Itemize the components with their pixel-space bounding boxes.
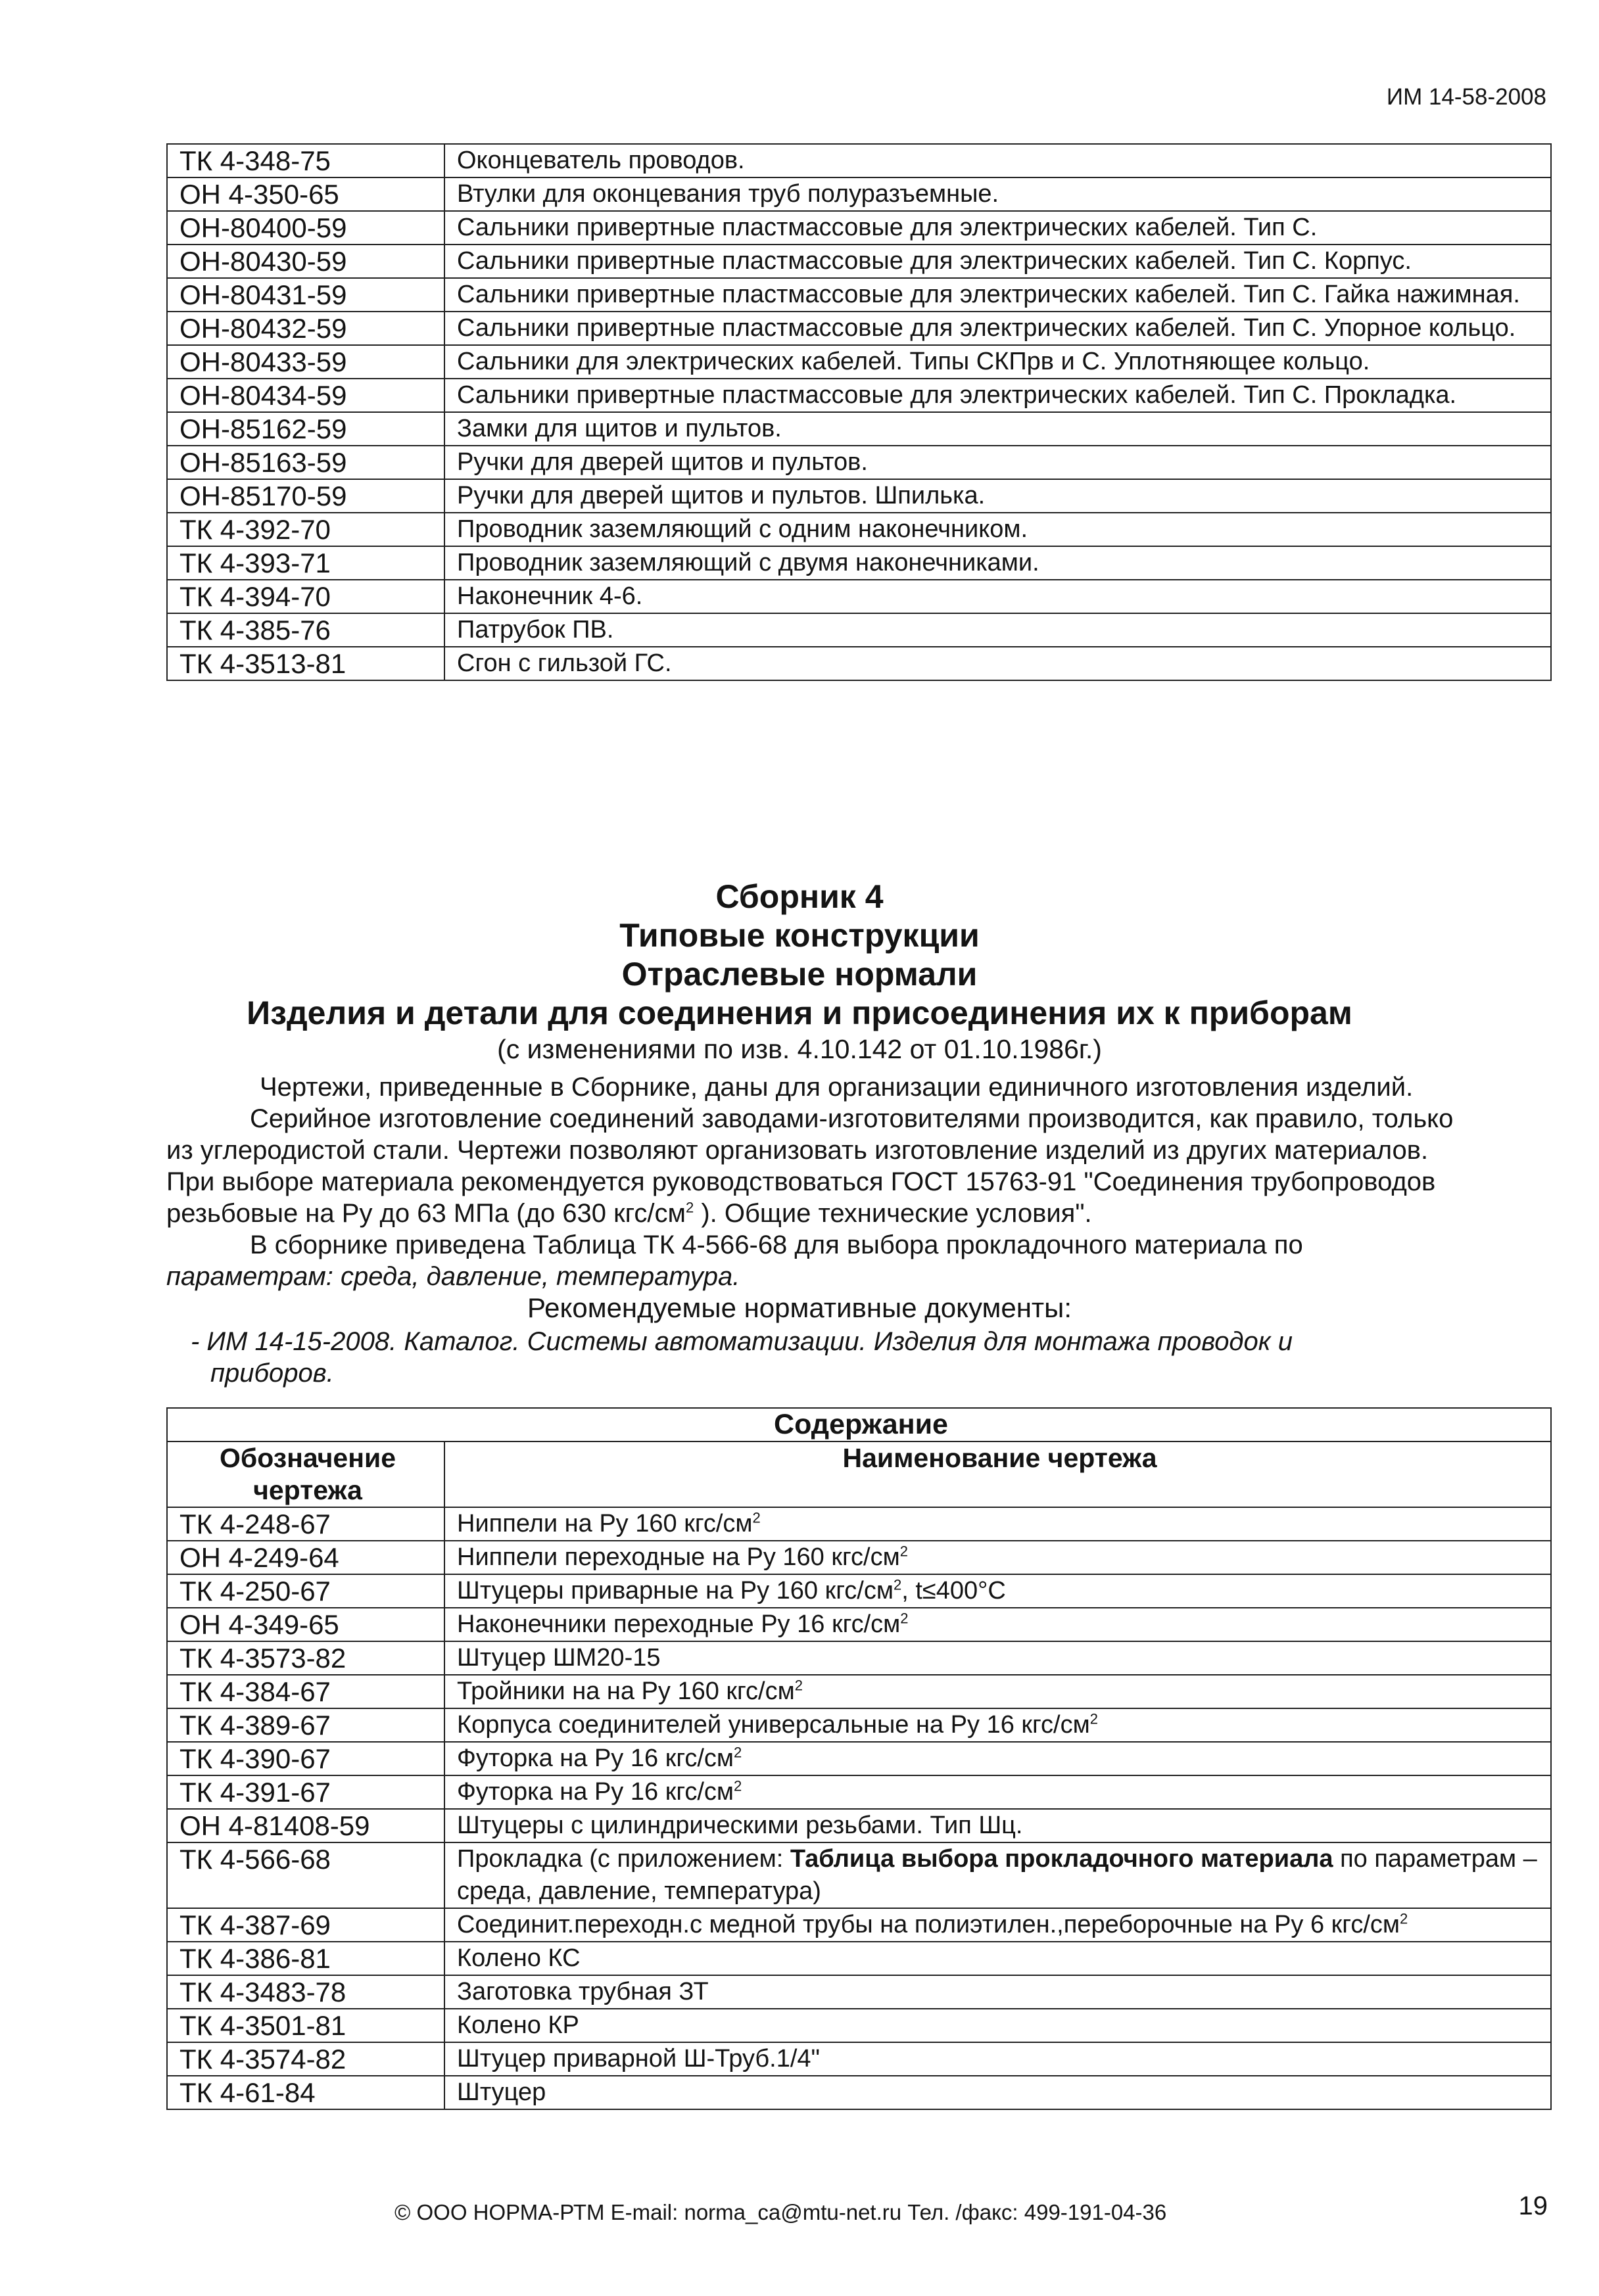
paragraph-serial-line4: [166, 1198, 1092, 1229]
table-row: [167, 1775, 1551, 1809]
drawing-name: Сальники привертные пластмассовые для электрических кабелей. Тип С. Упорное кольцо.: [444, 312, 1551, 345]
table-row: [167, 1908, 1551, 1942]
table-row: [167, 278, 1551, 312]
drawing-code: ОН-80400-59: [167, 211, 444, 245]
drawing-name-suffix: , t≤400°С: [901, 1577, 1006, 1605]
drawing-name-text: Заготовка трубная ЗТ: [457, 1978, 709, 2005]
drawing-name-text: Футорка на Ру 16 кгс/см: [457, 1745, 734, 1772]
section-title-type: Типовые конструкции: [619, 917, 980, 954]
drawing-name: [444, 1574, 1551, 1608]
drawing-code: ОН 4-349-65: [167, 1608, 444, 1641]
column-header-name: Наименование чертежа: [444, 1441, 1551, 1507]
drawing-code: ТК 4-3501-81: [167, 2009, 444, 2042]
table-row: [167, 1975, 1551, 2009]
paragraph-gasket-line2: параметрам: среда, давление, температура.: [166, 1262, 740, 1291]
table-row: [167, 446, 1551, 479]
contents-table: [166, 1407, 1552, 2110]
drawing-name: Ручки для дверей щитов и пультов.: [444, 446, 1551, 479]
superscript: 2: [734, 1744, 742, 1761]
drawing-name: [444, 1541, 1551, 1574]
drawing-name-text: Наконечники переходные Ру 16 кгс/см: [457, 1610, 901, 1638]
table-row: [167, 1608, 1551, 1641]
drawing-name: Сальники привертные пластмассовые для электрических кабелей. Тип С. Прокладка.: [444, 379, 1551, 412]
drawing-name-text: Футорка на Ру 16 кгс/см: [457, 1778, 734, 1806]
drawing-name-text: Соединит.переходн.с медной трубы на полиэтилен.,переборочные на Ру 6 кгс/см: [457, 1911, 1400, 1938]
drawing-code: ОН-85162-59: [167, 412, 444, 446]
drawing-code: ОН-80434-59: [167, 379, 444, 412]
drawing-name-suffix: по параметрам – среда, давление, температура): [457, 1845, 1537, 1905]
table-row: [167, 1507, 1551, 1541]
drawing-name: Сальники для электрических кабелей. Типы СКПрв и С. Уплотняющее кольцо.: [444, 345, 1551, 379]
drawing-code: ТК 4-250-67: [167, 1574, 444, 1608]
paragraph-serial-line2: из углеродистой стали. Чертежи позволяют организовать изготовление изделий из других материалов.: [166, 1136, 1429, 1165]
paragraph-serial-line4-text: резьбовые на Ру до 63 МПа (до 630 кгс/см: [166, 1199, 686, 1228]
drawing-name: Проводник заземляющий с двумя наконечниками.: [444, 546, 1551, 580]
drawing-code: ТК 4-386-81: [167, 1942, 444, 1975]
drawing-code: ОН-85163-59: [167, 446, 444, 479]
table-row: [167, 580, 1551, 613]
table-row: [167, 1675, 1551, 1708]
footer-contacts: © ООО НОРМА-РТМ E-mail: norma_ca@mtu-net.ru Тел. /факс: 499-191-04-36: [394, 2200, 1167, 2224]
drawing-name: [444, 1708, 1551, 1742]
drawing-name: Ручки для дверей щитов и пультов. Шпилька.: [444, 479, 1551, 513]
table-row: [167, 177, 1551, 211]
drawing-name: Патрубок ПВ.: [444, 613, 1551, 647]
table-row: [167, 1842, 1551, 1908]
drawing-name-text: Тройники на на Ру 160 кгс/см: [457, 1677, 795, 1705]
section-heading: [0, 878, 1599, 1066]
drawing-code: ОН-80433-59: [167, 345, 444, 379]
superscript: 2: [899, 1543, 908, 1560]
superscript: 2: [752, 1509, 761, 1526]
paragraph-serial-line1: Серийное изготовление соединений заводами-изготовителями производится, как правило, только: [250, 1104, 1454, 1133]
drawing-name: Проводник заземляющий с одним наконечником.: [444, 513, 1551, 546]
section-title-subject: Изделия и детали для соединения и присоединения их к приборам: [247, 995, 1352, 1031]
drawing-name: [444, 1975, 1551, 2009]
table-row: [167, 412, 1551, 446]
drawing-name: [444, 2042, 1551, 2076]
table-row: [167, 2009, 1551, 2042]
drawing-code: ТК 4-392-70: [167, 513, 444, 546]
table-row: [167, 345, 1551, 379]
drawing-code: ТК 4-348-75: [167, 144, 444, 177]
paragraph-serial-line4-end: ). Общие технические условия".: [694, 1199, 1092, 1228]
drawing-code: ТК 4-394-70: [167, 580, 444, 613]
superscript: 2: [734, 1777, 742, 1794]
drawing-code: ОН-80431-59: [167, 278, 444, 312]
drawing-name: [444, 2009, 1551, 2042]
paragraph-serial-line3: При выборе материала рекомендуется руководствоваться ГОСТ 15763-91 "Соединения трубопроводов: [166, 1167, 1436, 1196]
recommended-docs-heading: Рекомендуемые нормативные документы:: [527, 1292, 1072, 1323]
drawing-name: Оконцеватель проводов.: [444, 144, 1551, 177]
drawing-code: ОН 4-81408-59: [167, 1809, 444, 1842]
table-row: [167, 1942, 1551, 1975]
drawing-name: [444, 1641, 1551, 1675]
table-row: [167, 1742, 1551, 1775]
drawing-code: ТК 4-61-84: [167, 2076, 444, 2109]
drawing-name: [444, 1809, 1551, 1842]
drawing-name: [444, 2076, 1551, 2109]
drawing-name-text: Прокладка (с приложением:: [457, 1845, 790, 1873]
drawing-name-text: Ниппели переходные на Ру 160 кгс/см: [457, 1543, 900, 1571]
table-row: [167, 1641, 1551, 1675]
drawing-name: Замки для щитов и пультов.: [444, 412, 1551, 446]
drawing-name-text: Штуцер: [457, 2078, 546, 2106]
table-row: [167, 1708, 1551, 1742]
gasket-table-title: Таблица выбора прокладочного материала: [790, 1845, 1333, 1873]
page-number: 19: [1518, 2191, 1548, 2220]
drawing-code: ТК 4-248-67: [167, 1507, 444, 1541]
drawing-code: ТК 4-384-67: [167, 1675, 444, 1708]
table-row: [167, 647, 1551, 680]
table-row: [167, 245, 1551, 278]
superscript: 2: [794, 1677, 803, 1694]
drawing-name: Сальники привертные пластмассовые для электрических кабелей. Тип С. Гайка нажимная.: [444, 278, 1551, 312]
drawing-name: Наконечник 4-6.: [444, 580, 1551, 613]
drawing-name-text: Штуцеры приварные на Ру 160 кгс/см: [457, 1577, 894, 1605]
drawing-name-text: Штуцеры с цилиндрическими резьбами. Тип Шц.: [457, 1812, 1023, 1839]
drawing-name: [444, 1775, 1551, 1809]
drawing-name: [444, 1507, 1551, 1541]
drawing-code: ТК 4-3483-78: [167, 1975, 444, 2009]
drawing-name-text: Штуцер ШМ20-15: [457, 1644, 661, 1672]
drawing-name: [444, 1942, 1551, 1975]
table-row: [167, 379, 1551, 412]
drawing-code: ТК 4-393-71: [167, 546, 444, 580]
drawing-code: ТК 4-3574-82: [167, 2042, 444, 2076]
paragraph-gasket-line1: В сборнике приведена Таблица ТК 4-566-68 для выбора прокладочного материала по: [250, 1230, 1303, 1259]
table-row: [167, 1574, 1551, 1608]
table-row: [167, 2076, 1551, 2109]
drawing-name: [444, 1742, 1551, 1775]
drawing-code: ТК 4-391-67: [167, 1775, 444, 1809]
drawing-name-text: Колено КР: [457, 2011, 579, 2039]
superscript: 2: [893, 1576, 902, 1593]
superscript: 2: [685, 1199, 694, 1216]
drawing-code: ОН-85170-59: [167, 479, 444, 513]
drawing-name: [444, 1675, 1551, 1708]
drawing-code: ТК 4-390-67: [167, 1742, 444, 1775]
drawing-name: [444, 1608, 1551, 1641]
section-title-collection: Сборник 4: [715, 878, 884, 915]
drawing-name: Сальники привертные пластмассовые для электрических кабелей. Тип С. Корпус.: [444, 245, 1551, 278]
table-row: [167, 546, 1551, 580]
table-row: [167, 479, 1551, 513]
section-changes: (с изменениями по изв. 4.10.142 от 01.10.1986г.): [497, 1034, 1102, 1064]
products-table: [166, 143, 1552, 681]
drawing-name: Втулки для оконцевания труб полуразъемные.: [444, 177, 1551, 211]
recommended-doc-line2: приборов.: [210, 1359, 334, 1388]
table-row: [167, 1809, 1551, 1842]
drawing-name: [444, 1842, 1551, 1908]
contents-caption: Содержание: [167, 1408, 1551, 1441]
superscript: 2: [1400, 1910, 1408, 1927]
table-row: [167, 1541, 1551, 1574]
table-row: [167, 2042, 1551, 2076]
table-row: [167, 513, 1551, 546]
drawing-code: ОН 4-249-64: [167, 1541, 444, 1574]
superscript: 2: [900, 1610, 909, 1627]
drawing-code: ТК 4-385-76: [167, 613, 444, 647]
table-row: [167, 312, 1551, 345]
drawing-code: ТК 4-566-68: [167, 1842, 444, 1908]
drawing-name: Сгон с гильзой ГС.: [444, 647, 1551, 680]
drawing-code: ОН-80432-59: [167, 312, 444, 345]
section-title-norms: Отраслевые нормали: [621, 956, 978, 993]
drawing-name-text: Штуцер приварной Ш-Труб.1/4": [457, 2045, 821, 2073]
drawing-code: ОН 4-350-65: [167, 177, 444, 211]
drawing-name-text: Корпуса соединителей универсальные на Ру 16 кгс/см: [457, 1711, 1090, 1739]
drawing-code: ТК 4-389-67: [167, 1708, 444, 1742]
drawing-code: ТК 4-387-69: [167, 1908, 444, 1942]
document-code: ИМ 14-58-2008: [1386, 84, 1546, 110]
recommended-doc-line1: - ИМ 14-15-2008. Каталог. Системы автоматизации. Изделия для монтажа проводок и: [191, 1327, 1293, 1356]
drawing-name-text: Ниппели на Ру 160 кгс/см: [457, 1510, 753, 1537]
column-header-code: Обозначение чертежа: [167, 1441, 444, 1507]
table-row: [167, 613, 1551, 647]
drawing-name: Сальники привертные пластмассовые для электрических кабелей. Тип С.: [444, 211, 1551, 245]
table-row: [167, 144, 1551, 177]
table-row: [167, 211, 1551, 245]
drawing-code: ОН-80430-59: [167, 245, 444, 278]
drawing-code: ТК 4-3513-81: [167, 647, 444, 680]
superscript: 2: [1089, 1710, 1098, 1727]
paragraph-drawings: Чертежи, приведенные в Сборнике, даны для организации единичного изготовления изделий.: [260, 1073, 1414, 1102]
drawing-code: ТК 4-3573-82: [167, 1641, 444, 1675]
drawing-name-text: Колено КС: [457, 1944, 581, 1972]
drawing-name: [444, 1908, 1551, 1942]
